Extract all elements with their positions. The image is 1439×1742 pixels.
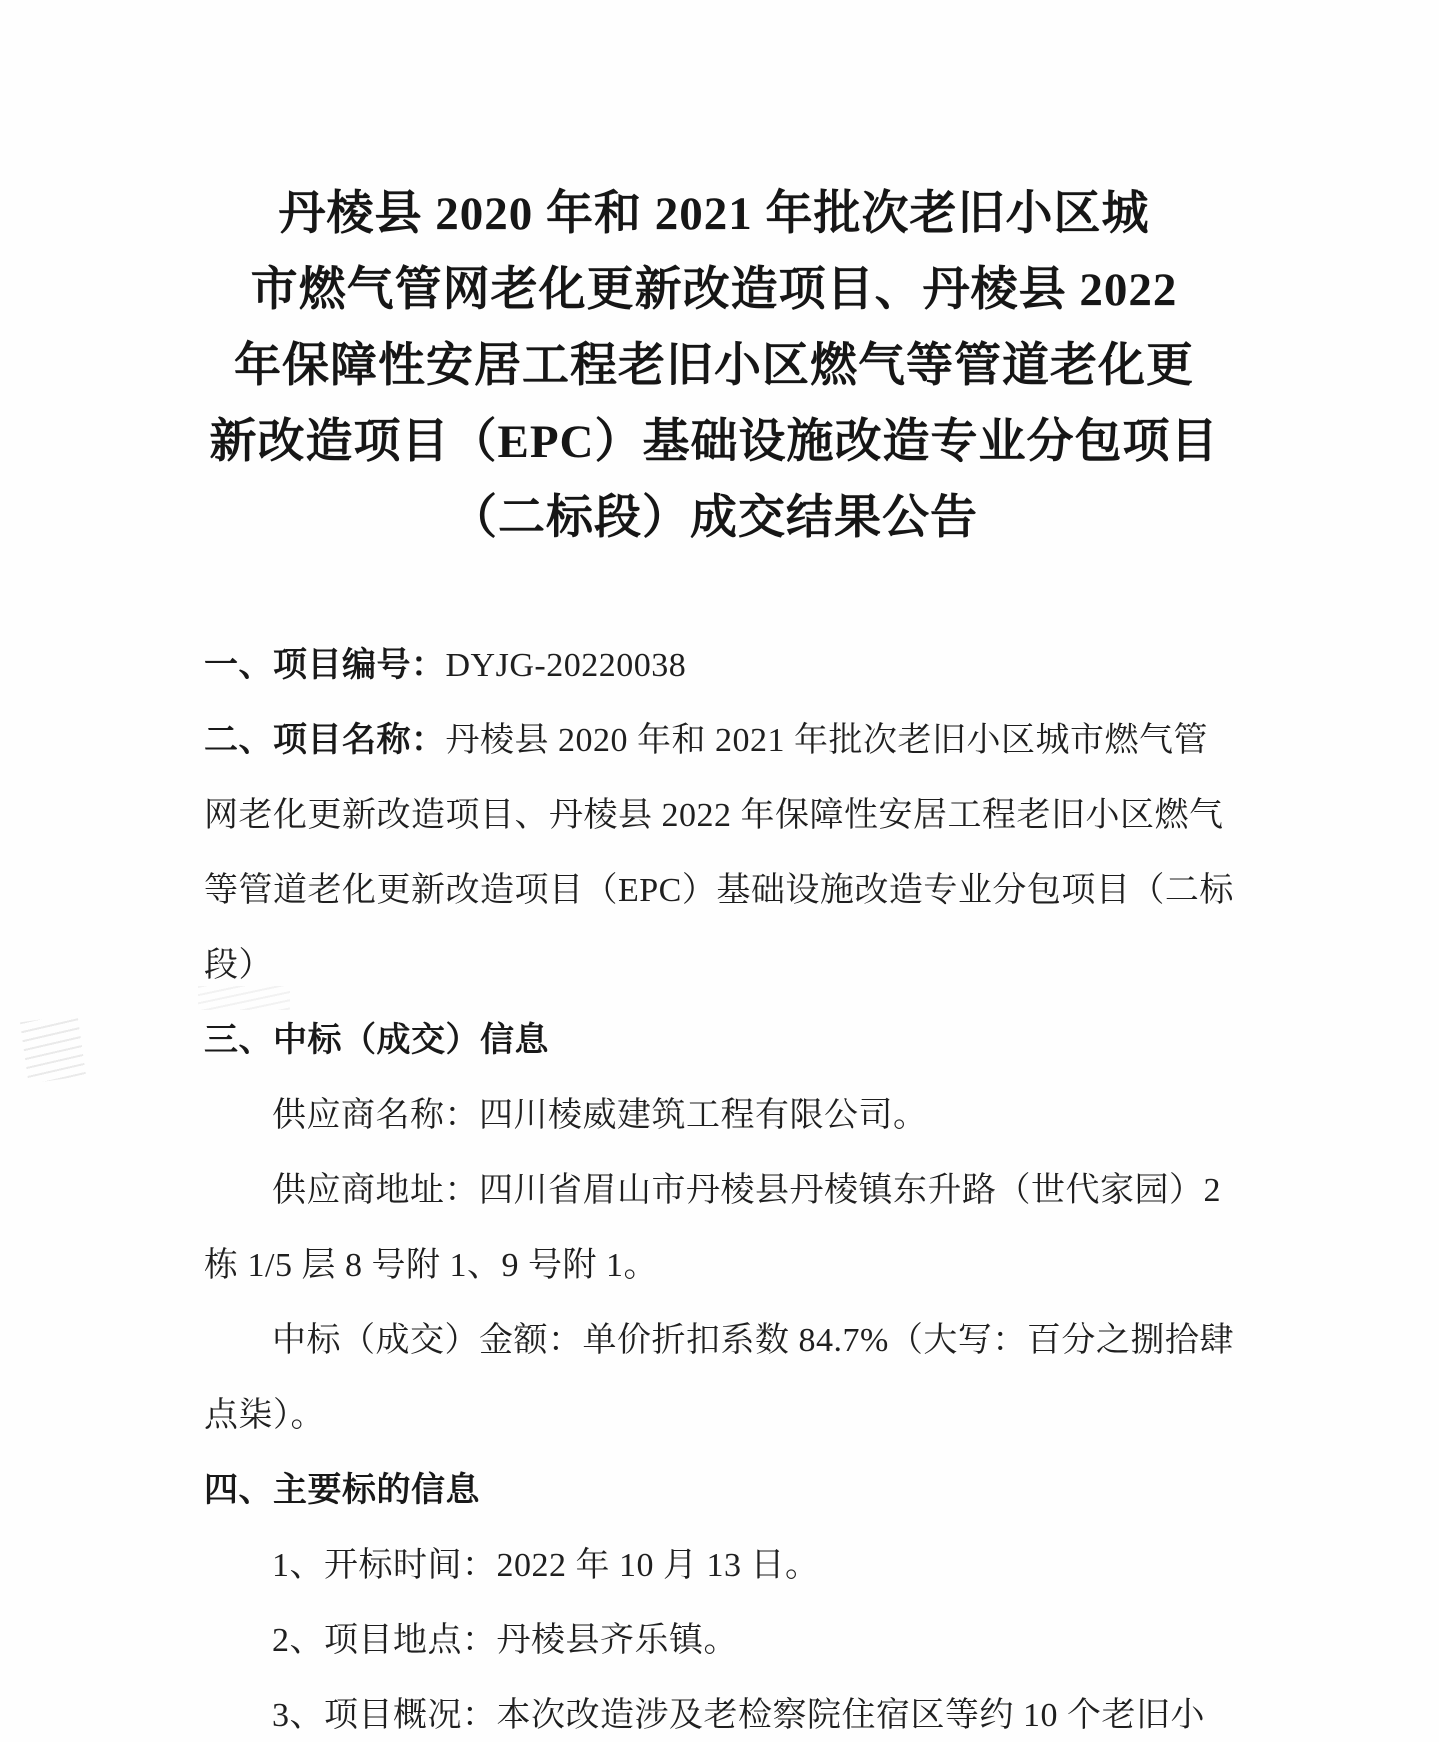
bid-opening-time-line: 1、开标时间：2022 年 10 月 13 日。 xyxy=(272,1547,820,1584)
scan-smudge-left xyxy=(20,1014,86,1083)
project-name-line-1 xyxy=(204,703,1264,778)
title-line-2: 市燃气管网老化更新改造项目、丹棱县 2022 xyxy=(250,264,1178,316)
award-amount-line-1: 中标（成交）金额：单价折扣系数 84.7%（大写：百分之捌拾肆 xyxy=(272,1322,1234,1359)
project-name-label: 二、项目名称： xyxy=(204,721,446,759)
supplier-name-line: 供应商名称：四川棱威建筑工程有限公司。 xyxy=(272,1097,928,1134)
project-overview-line: 3、项目概况：本次改造涉及老检察院住宿区等约 10 个老旧小 xyxy=(272,1697,1205,1734)
project-name-line-3: 等管道老化更新改造项目（EPC）基础设施改造专业分包项目（二标 xyxy=(204,872,1234,909)
supplier-address-line-1: 供应商地址：四川省眉山市丹棱县丹棱镇东升路（世代家园）2 xyxy=(272,1172,1221,1209)
main-info-heading: 四、主要标的信息 xyxy=(204,1471,480,1509)
award-info-heading: 三、中标（成交）信息 xyxy=(204,1021,549,1059)
title-line-5: （二标段）成交结果公告 xyxy=(450,492,978,544)
project-location-line: 2、项目地点：丹棱县齐乐镇。 xyxy=(272,1622,738,1659)
document-title xyxy=(164,176,1264,556)
project-number-label: 一、项目编号： xyxy=(204,646,446,684)
supplier-address-line-2: 栋 1/5 层 8 号附 1、9 号附 1。 xyxy=(204,1247,658,1284)
title-line-1: 丹棱县 2020 年和 2021 年批次老旧小区城 xyxy=(278,188,1150,240)
title-line-3: 年保障性安居工程老旧小区燃气等管道老化更 xyxy=(234,340,1194,392)
project-number-value: DYJG-20220038 xyxy=(445,647,687,684)
project-name-line-4: 段） xyxy=(204,947,273,984)
project-number-line xyxy=(204,628,1264,703)
document-body xyxy=(204,628,1264,1742)
project-name-line-2: 网老化更新改造项目、丹棱县 2022 年保障性安居工程老旧小区燃气 xyxy=(204,797,1224,834)
project-name-value: 丹棱县 2020 年和 2021 年批次老旧小区城市燃气管 xyxy=(445,722,1208,759)
title-line-4: 新改造项目（EPC）基础设施改造专业分包项目 xyxy=(209,416,1219,468)
award-amount-line-2: 点柒）。 xyxy=(204,1397,325,1434)
